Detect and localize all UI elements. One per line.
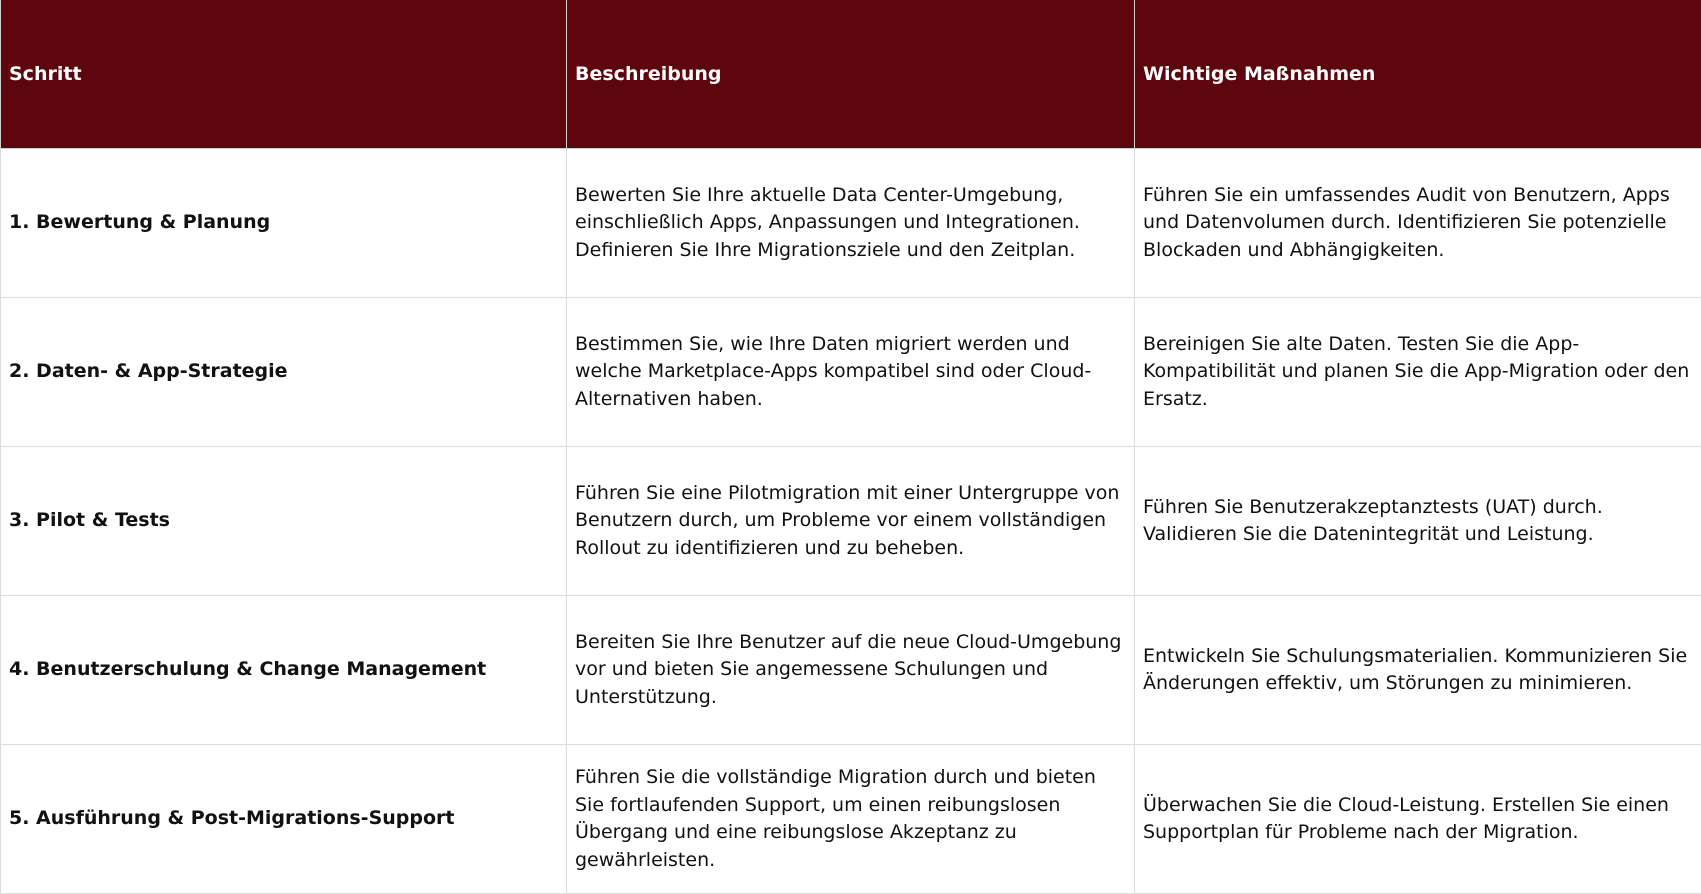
table-row (1, 447, 1701, 596)
header-actions: Wichtige Maßnahmen (1135, 0, 1701, 149)
step-cell: 3. Pilot & Tests (1, 447, 567, 596)
actions-cell: Entwickeln Sie Schulungsmaterialien. Kommunizieren Sie Änderungen effektiv, um Störungen zu minimieren. (1135, 596, 1701, 745)
actions-cell: Führen Sie ein umfassendes Audit von Benutzern, Apps und Datenvolumen durch. Identifizieren Sie potenzielle Blockaden und Abhängigkeiten. (1135, 149, 1701, 298)
step-cell: 5. Ausführung & Post-Migrations-Support (1, 745, 567, 894)
description-cell: Bestimmen Sie, wie Ihre Daten migriert werden und welche Marketplace-Apps kompatibel sind oder Cloud-Alternativen haben. (567, 298, 1135, 447)
step-cell: 1. Bewertung & Planung (1, 149, 567, 298)
table-row (1, 149, 1701, 298)
table-row (1, 596, 1701, 745)
actions-cell: Bereinigen Sie alte Daten. Testen Sie die App-Kompatibilität und planen Sie die App-Migration oder den Ersatz. (1135, 298, 1701, 447)
description-cell: Führen Sie eine Pilotmigration mit einer Untergruppe von Benutzern durch, um Probleme vor einem vollständigen Rollout zu identifizieren und zu beheben. (567, 447, 1135, 596)
description-cell: Bereiten Sie Ihre Benutzer auf die neue Cloud-Umgebung vor und bieten Sie angemessene Schulungen und Unterstützung. (567, 596, 1135, 745)
actions-cell: Führen Sie Benutzerakzeptanztests (UAT) durch. Validieren Sie die Datenintegrität und Leistung. (1135, 447, 1701, 596)
table-row (1, 745, 1701, 894)
header-description: Beschreibung (567, 0, 1135, 149)
step-cell: 4. Benutzerschulung & Change Management (1, 596, 567, 745)
header-row (1, 0, 1701, 149)
actions-cell: Überwachen Sie die Cloud-Leistung. Erstellen Sie einen Supportplan für Probleme nach der Migration. (1135, 745, 1701, 894)
description-cell: Bewerten Sie Ihre aktuelle Data Center-Umgebung, einschließlich Apps, Anpassungen und Integrationen. Definieren Sie Ihre Migrationsziele und den Zeitplan. (567, 149, 1135, 298)
step-cell: 2. Daten- & App-Strategie (1, 298, 567, 447)
header-step: Schritt (1, 0, 567, 149)
table-row (1, 298, 1701, 447)
description-cell: Führen Sie die vollständige Migration durch und bieten Sie fortlaufenden Support, um einen reibungslosen Übergang und eine reibungslose Akzeptanz zu gewährleisten. (567, 745, 1135, 894)
